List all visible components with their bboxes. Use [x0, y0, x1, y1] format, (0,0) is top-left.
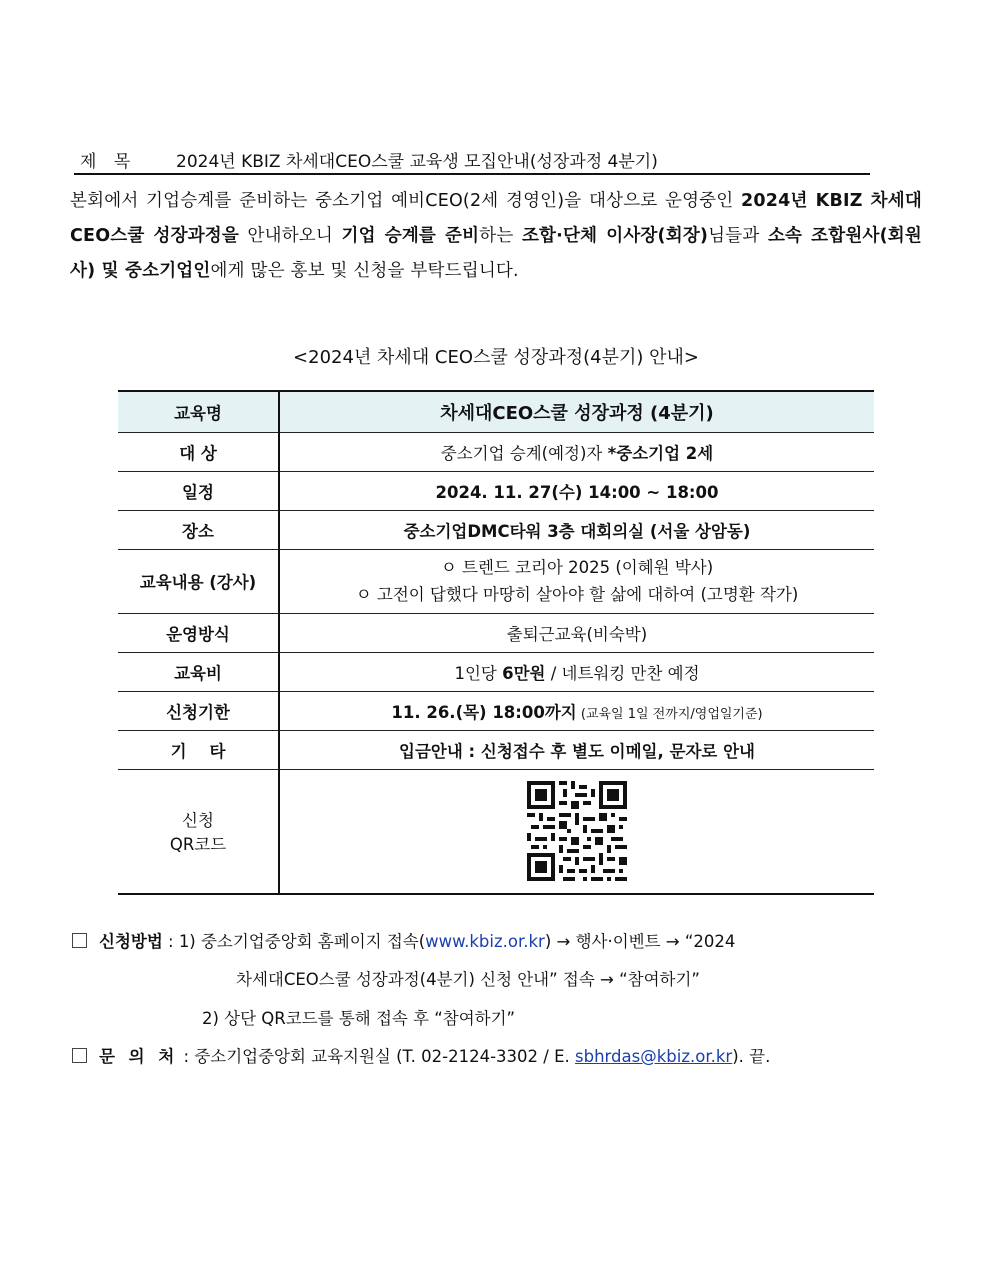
qr-cell — [279, 769, 874, 894]
checkbox-icon — [72, 1048, 87, 1063]
contact-label: 문 의 처 — [99, 1047, 179, 1066]
table-row — [118, 652, 874, 691]
intro-text-4: 님들과 — [708, 226, 768, 246]
contact-end: ). 끝. — [732, 1047, 771, 1066]
course-label: 교육명 — [118, 391, 279, 432]
apply-line-1a: : 1) 중소기업중앙회 홈페이지 접속( — [162, 932, 426, 951]
etc-label: 기 타 — [118, 730, 279, 769]
table-row — [118, 691, 874, 730]
fee-label: 교육비 — [118, 652, 279, 691]
table-row — [118, 432, 874, 471]
contact-email-link[interactable]: sbhrdas@kbiz.or.kr — [575, 1047, 733, 1066]
date-label: 일정 — [118, 471, 279, 510]
table-row — [118, 471, 874, 510]
apply-method — [72, 928, 735, 952]
target-label: 대 상 — [118, 432, 279, 471]
target-value: 중소기업 승계(예정)자 — [440, 443, 608, 463]
fee-cell — [279, 652, 874, 691]
qr-code-icon[interactable] — [527, 781, 627, 881]
course-info-table — [118, 390, 874, 895]
subject-text: 2024년 KBIZ 차세대CEO스쿨 교육생 모집안내(성장과정 4분기) — [176, 152, 658, 172]
deadline-value: 11. 26.(목) 18:00까지 — [391, 702, 577, 722]
content-item: ㅇ 트렌드 코리아 2025 (이혜원 박사) — [280, 554, 874, 581]
intro-bold-2: 기업 승계를 준비 — [341, 226, 480, 246]
qr-label-line-2: QR코드 — [169, 835, 227, 855]
etc-value: 입금안내 : 신청접수 후 별도 이메일, 문자로 안내 — [279, 730, 874, 769]
content-item: ㅇ 고전이 답했다 마땅히 살아야 할 삶에 대하여 (고명환 작가) — [280, 581, 874, 608]
table-title: <2024년 차세대 CEO스쿨 성장과정(4분기) 안내> — [293, 347, 699, 368]
table-row — [118, 613, 874, 652]
intro-text-3: 하는 — [479, 226, 522, 246]
fee-post: / 네트워킹 만찬 예정 — [545, 663, 700, 683]
table-row — [118, 510, 874, 549]
table-row — [118, 391, 874, 432]
intro-text-1: 본회에서 기업승계를 준비하는 중소기업 예비CEO(2세 경영인)을 대상으로 운영중인 — [70, 191, 741, 211]
place-label: 장소 — [118, 510, 279, 549]
intro-paragraph — [70, 184, 922, 289]
intro-text-2: 안내하오니 — [239, 226, 342, 246]
deadline-note: (교육일 1일 전까지/영업일기준) — [576, 706, 763, 722]
qr-label-line-1: 신청 — [182, 811, 214, 831]
contact-info — [72, 1043, 770, 1067]
intro-bold-4: 소속 조합원사(회원사) 및 중소기업인 — [70, 226, 922, 281]
table-row — [118, 769, 874, 894]
date-value: 2024. 11. 27(수) 14:00 ~ 18:00 — [279, 471, 874, 510]
subject-row — [74, 143, 870, 175]
table-row — [118, 730, 874, 769]
method-label: 운영방식 — [118, 613, 279, 652]
checkbox-icon — [72, 933, 87, 948]
intro-bold-3: 조합·단체 이사장(회장) — [521, 226, 709, 246]
apply-line-1c: 차세대CEO스쿨 성장과정(4분기) 신청 안내” 접속 → “참여하기” — [236, 970, 700, 989]
apply-label: 신청방법 — [99, 932, 163, 951]
deadline-label: 신청기한 — [118, 691, 279, 730]
place-value: 중소기업DMC타워 3층 대회의실 (서울 상암동) — [279, 510, 874, 549]
target-cell — [279, 432, 874, 471]
content-label: 교육내용 (강사) — [118, 549, 279, 613]
intro-bold-1: 2024년 KBIZ 차세대CEO스쿨 성장과정을 — [70, 191, 922, 246]
apply-line-2: 2) 상단 QR코드를 통해 접속 후 “참여하기” — [202, 1009, 516, 1028]
fee-pre: 1인당 — [454, 663, 503, 683]
subject-label: 제 목 — [80, 152, 137, 172]
qr-label — [118, 769, 279, 894]
method-value: 출퇴근교육(비숙박) — [279, 613, 874, 652]
fee-amount: 6만원 — [502, 663, 546, 683]
contact-text: : 중소기업중앙회 교육지원실 (T. 02-2124-3302 / E. — [178, 1047, 576, 1066]
kbiz-website-link[interactable]: www.kbiz.or.kr — [425, 932, 545, 951]
intro-text-5: 에게 많은 홍보 및 신청을 부탁드립니다. — [210, 261, 519, 281]
target-note: *중소기업 2세 — [607, 443, 714, 463]
content-list — [279, 549, 874, 613]
course-value: 차세대CEO스쿨 성장과정 (4분기) — [279, 391, 874, 432]
deadline-cell — [279, 691, 874, 730]
table-row — [118, 549, 874, 613]
apply-line-1b: ) → 행사·이벤트 → “2024 — [544, 932, 736, 951]
